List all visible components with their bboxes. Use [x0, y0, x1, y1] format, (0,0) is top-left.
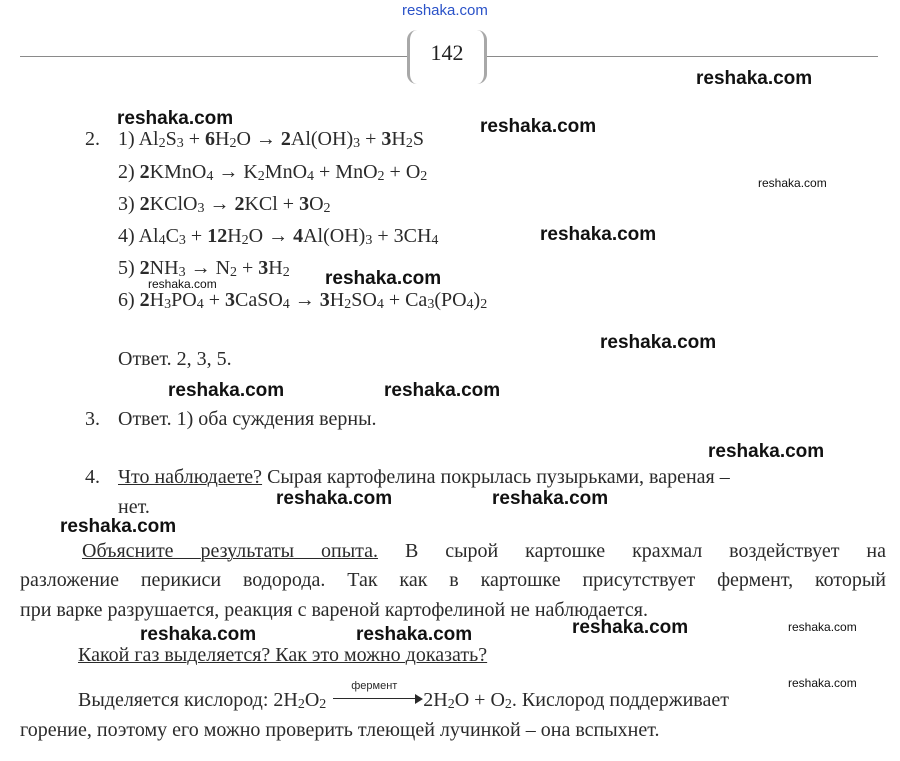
watermark: reshaka.com: [572, 617, 689, 638]
explain-line-2: разложение перикиси водорода. Так как в картошке присутствует фермент, который: [20, 569, 886, 591]
watermark: reshaka.com: [600, 332, 717, 353]
watermark-small: reshaka.com: [788, 676, 857, 690]
item-4-line-1: Что наблюдаете? Сырая картофелина покрылась пузырьками, вареная –: [118, 466, 730, 488]
watermark: reshaka.com: [384, 380, 501, 401]
reaction-1: 1) $Al_2S_3 + 6H_2O \to 2Al(OH)_3 + 3H_2S$: [118, 128, 424, 152]
watermark: reshaka.com: [325, 268, 442, 289]
question-observe: Что наблюдаете?: [118, 466, 263, 488]
item-3-number: 3.: [85, 408, 100, 430]
header-rule-right: [487, 56, 878, 57]
item-2-answer: Ответ. 2, 3, 5.: [118, 348, 232, 370]
item-4-line-2: нет.: [118, 496, 150, 518]
explain-line-3: при варке разрушается, реакция с вареной картофелиной не наблюдается.: [20, 599, 648, 621]
watermark-small: reshaka.com: [148, 277, 217, 291]
site-link-top[interactable]: reshaka.com: [402, 2, 488, 19]
watermark: reshaka.com: [140, 624, 257, 645]
watermark-small: reshaka.com: [758, 176, 827, 190]
reaction-5: 5) $2NH_3 \to N_2 + 3H_2$: [118, 257, 290, 281]
watermark: reshaka.com: [117, 108, 234, 129]
reaction-4: 4) $Al_4C_3 + 12H_2O \to 4Al(OH)_3 + 3CH_4$: [118, 225, 439, 249]
item-2-number: 2.: [85, 128, 100, 150]
watermark: reshaka.com: [540, 224, 657, 245]
item-3-answer: Ответ. 1) оба суждения верны.: [118, 408, 377, 430]
watermark: reshaka.com: [492, 488, 609, 509]
question-gas: Какой газ выделяется? Как это можно доказать?: [78, 644, 488, 666]
explain-line-1: Объясните результаты опыта. В сырой картошке крахмал воздействует на: [82, 540, 886, 562]
question-explain: Объясните результаты опыта.: [82, 540, 379, 562]
watermark: reshaka.com: [696, 68, 813, 89]
watermark: reshaka.com: [708, 441, 825, 462]
reaction-2: 2) 2KMnO$_4$ → $K_2MnO_4 + MnO_2 + O_2$: [118, 161, 428, 185]
gas-answer-line-1: Выделяется кислород: $2H_2O_2$ фермент $2H_2O + O_2$. Кислород поддерживает: [78, 680, 729, 713]
watermark: reshaka.com: [168, 380, 285, 401]
reaction-6: 6) $2H_3PO_4$ + 3CaSO$_4$ → $3H_2SO_4 + Ca_3(PO_4)_2$: [118, 289, 488, 313]
catalyst-arrow: фермент: [331, 688, 423, 708]
watermark: reshaka.com: [480, 116, 597, 137]
watermark: reshaka.com: [276, 488, 393, 509]
item-4-number: 4.: [85, 466, 100, 488]
watermark: reshaka.com: [356, 624, 473, 645]
reaction-3: 3) 2KClO$_3$ → $2KCl + 3O_2$: [118, 193, 331, 217]
watermark-small: reshaka.com: [788, 620, 857, 634]
gas-answer-line-2: горение, поэтому его можно проверить тлеющей лучинкой – она вспыхнет.: [20, 719, 660, 741]
watermark: reshaka.com: [60, 516, 177, 537]
header-rule-left: [20, 56, 410, 57]
page-number: 142: [430, 40, 464, 65]
